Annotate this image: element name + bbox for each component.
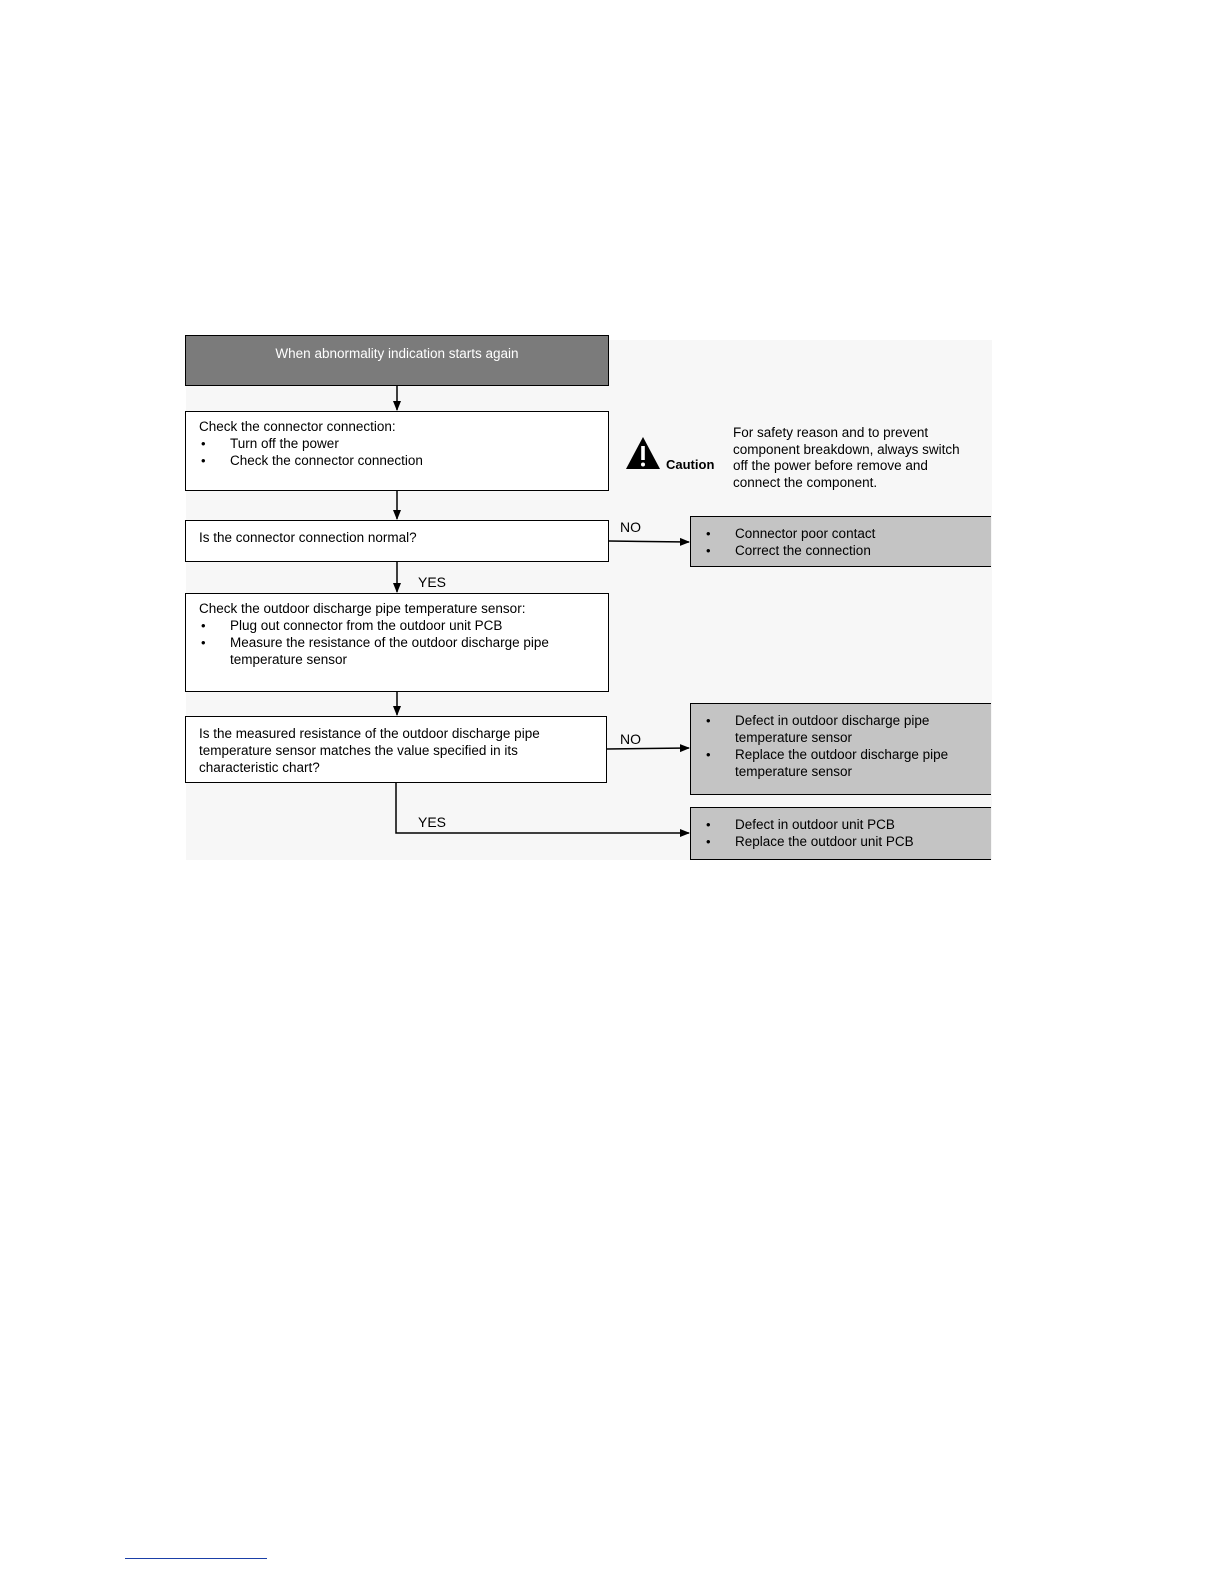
footer-rule [125, 1558, 267, 1559]
list-item: • Check the connector connection [199, 452, 595, 469]
list-item: • Correct the connection [704, 542, 978, 559]
list-item: • Replace the outdoor discharge pipe temperature sensor [704, 746, 961, 780]
list-item: • Defect in outdoor unit PCB [704, 816, 978, 833]
arrow-question-no [609, 541, 689, 542]
result-resistance-no-box [690, 703, 991, 795]
arrow-resistance-no [607, 748, 689, 749]
check-sensor-title: Check the outdoor discharge pipe temperature sensor: [199, 601, 526, 616]
start-box [185, 335, 609, 386]
list-item: • Replace the outdoor unit PCB [704, 833, 978, 850]
result-resistance-yes-box [690, 807, 991, 860]
question-resistance-text: Is the measured resistance of the outdoor discharge pipe temperature sensor matches the value specified in its characteristic chart? [199, 726, 540, 775]
question-connector-text: Is the connector connection normal? [199, 530, 417, 545]
check-connector-box [185, 411, 609, 491]
list-item: • Defect in outdoor discharge pipe temperature sensor [704, 712, 961, 746]
label-no: NO [620, 519, 641, 535]
label-yes: YES [418, 574, 447, 590]
question-resistance-box [185, 716, 607, 783]
check-connector-title: Check the connector connection: [199, 419, 396, 434]
list-item: • Measure the resistance of the outdoor discharge pipe temperature sensor [199, 634, 595, 668]
result-connector-no-box [690, 516, 991, 567]
label-no: NO [620, 731, 641, 747]
list-item: • Turn off the power [199, 435, 595, 452]
check-sensor-box [185, 593, 609, 692]
question-connector-box [185, 520, 609, 562]
warning-icon [625, 436, 661, 470]
caution-text: For safety reason and to prevent component breakdown, always switch off the power before remove and connect the component. [733, 425, 960, 490]
caution-label: Caution [666, 457, 715, 472]
label-yes: YES [418, 814, 447, 830]
start-text: When abnormality indication starts again [275, 346, 519, 361]
list-item: • Plug out connector from the outdoor unit PCB [199, 617, 595, 634]
list-item: • Connector poor contact [704, 525, 978, 542]
